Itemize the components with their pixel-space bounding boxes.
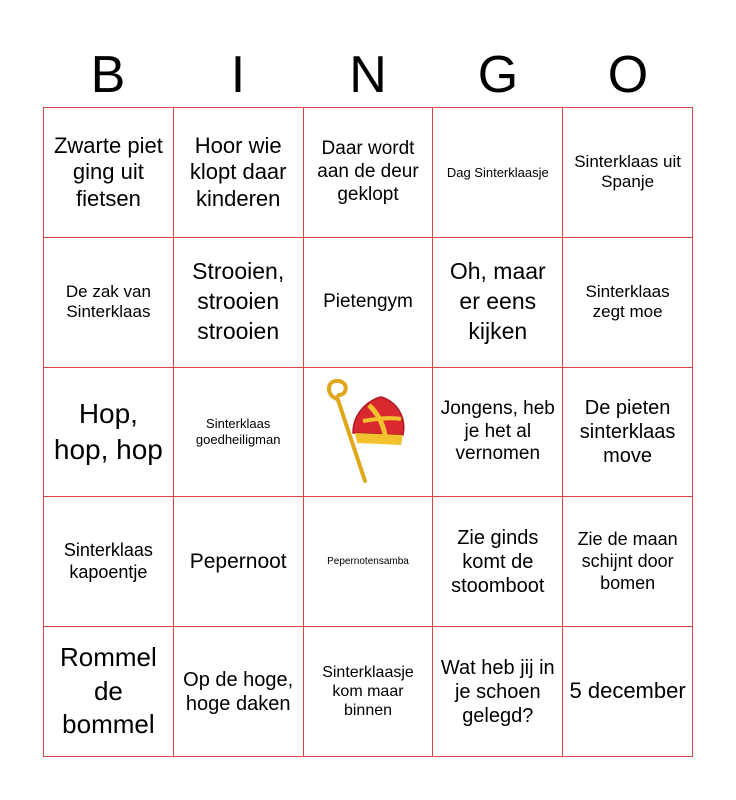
- header-letter-i: I: [230, 46, 246, 104]
- bingo-cell[interactable]: Sinterklaas goedheiligman: [174, 368, 304, 498]
- header-letter-g: G: [477, 46, 519, 104]
- header-letter-b: B: [90, 46, 126, 104]
- bingo-cell[interactable]: Sinterklaas zegt moe: [563, 238, 693, 368]
- bingo-cell[interactable]: De pieten sinterklaas move: [563, 368, 693, 498]
- bingo-cell[interactable]: 5 december: [563, 627, 693, 757]
- bingo-cell[interactable]: Sinterklaas uit Spanje: [563, 108, 693, 238]
- bingo-cell[interactable]: Zwarte piet ging uit fietsen: [44, 108, 174, 238]
- bingo-cell[interactable]: Hoor wie klopt daar kinderen: [174, 108, 304, 238]
- bingo-cell[interactable]: Zie de maan schijnt door bomen: [563, 497, 693, 627]
- bingo-cell[interactable]: Dag Sinterklaasje: [433, 108, 563, 238]
- bingo-cell[interactable]: De zak van Sinterklaas: [44, 238, 174, 368]
- mitre-and-staff-icon: [323, 377, 413, 487]
- bingo-header: [43, 40, 693, 110]
- bingo-cell[interactable]: Strooien, strooien strooien: [174, 238, 304, 368]
- bingo-cell[interactable]: Jongens, heb je het al vernomen: [433, 368, 563, 498]
- bingo-cell[interactable]: Oh, maar er eens kijken: [433, 238, 563, 368]
- bingo-cell[interactable]: Hop, hop, hop: [44, 368, 174, 498]
- bingo-cell[interactable]: Rommel de bommel: [44, 627, 174, 757]
- bingo-cell[interactable]: Pepernoot: [174, 497, 304, 627]
- bingo-cell[interactable]: Sinterklaasje kom maar binnen: [304, 627, 434, 757]
- header-letter-o: O: [607, 46, 649, 104]
- header-letter-n: N: [349, 46, 387, 104]
- bingo-cell[interactable]: Op de hoge, hoge daken: [174, 627, 304, 757]
- bingo-cell[interactable]: Pietengym: [304, 238, 434, 368]
- bingo-cell[interactable]: Pepernotensamba: [304, 497, 434, 627]
- bingo-cell[interactable]: Sinterklaas kapoentje: [44, 497, 174, 627]
- free-space: [304, 368, 434, 498]
- bingo-cell[interactable]: Wat heb jij in je schoen gelegd?: [433, 627, 563, 757]
- bingo-grid: [43, 107, 693, 757]
- bingo-cell[interactable]: Zie ginds komt de stoomboot: [433, 497, 563, 627]
- bingo-cell[interactable]: Daar wordt aan de deur geklopt: [304, 108, 434, 238]
